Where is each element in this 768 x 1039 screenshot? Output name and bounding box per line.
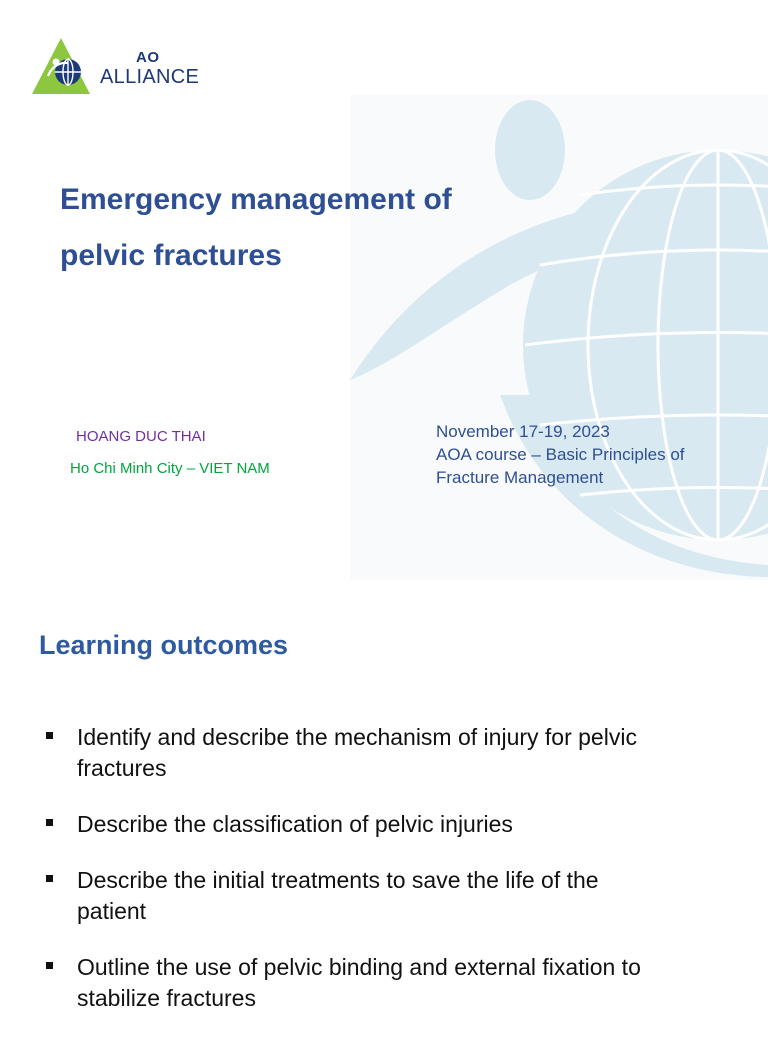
event-course-line-1: AOA course – Basic Principles of	[436, 445, 685, 464]
globe-watermark-icon	[350, 95, 768, 580]
list-item	[40, 722, 740, 784]
learning-outcomes-heading: Learning outcomes	[39, 630, 289, 660]
event-course-line-2: Fracture Management	[436, 468, 604, 487]
logo-text-alliance: ALLIANCE	[100, 66, 200, 88]
list-item-line-1: Outline the use of pelvic binding and external fixation to	[77, 954, 641, 980]
learning-outcomes-list	[40, 722, 740, 1039]
list-item-line-1: Identify and describe the mechanism of injury for pelvic	[77, 724, 637, 750]
presentation-title	[60, 172, 520, 284]
list-item-line-2: fractures	[77, 755, 167, 781]
title-line-1: Emergency management of	[60, 183, 452, 216]
presenter-name: HOANG DUC THAI	[76, 428, 206, 445]
ao-alliance-logo	[30, 36, 210, 96]
square-bullet-icon	[46, 819, 53, 826]
ao-triangle-logo-icon	[30, 36, 92, 96]
list-item	[40, 865, 740, 927]
title-line-2: pelvic fractures	[60, 239, 282, 272]
square-bullet-icon	[46, 732, 53, 739]
list-item-line-1: Describe the classification of pelvic injuries	[77, 811, 513, 837]
list-item	[40, 952, 740, 1014]
list-item	[40, 809, 740, 840]
presenter-location: Ho Chi Minh City – VIET NAM	[70, 460, 270, 477]
event-info	[436, 420, 756, 489]
square-bullet-icon	[46, 875, 53, 882]
list-item-line-2: stabilize fractures	[77, 985, 256, 1011]
logo-text-ao: AO	[136, 49, 160, 66]
event-date: November 17-19, 2023	[436, 422, 610, 441]
square-bullet-icon	[46, 962, 53, 969]
list-item-line-2: patient	[77, 898, 147, 924]
list-item-line-1: Describe the initial treatments to save the life of the	[77, 867, 599, 893]
